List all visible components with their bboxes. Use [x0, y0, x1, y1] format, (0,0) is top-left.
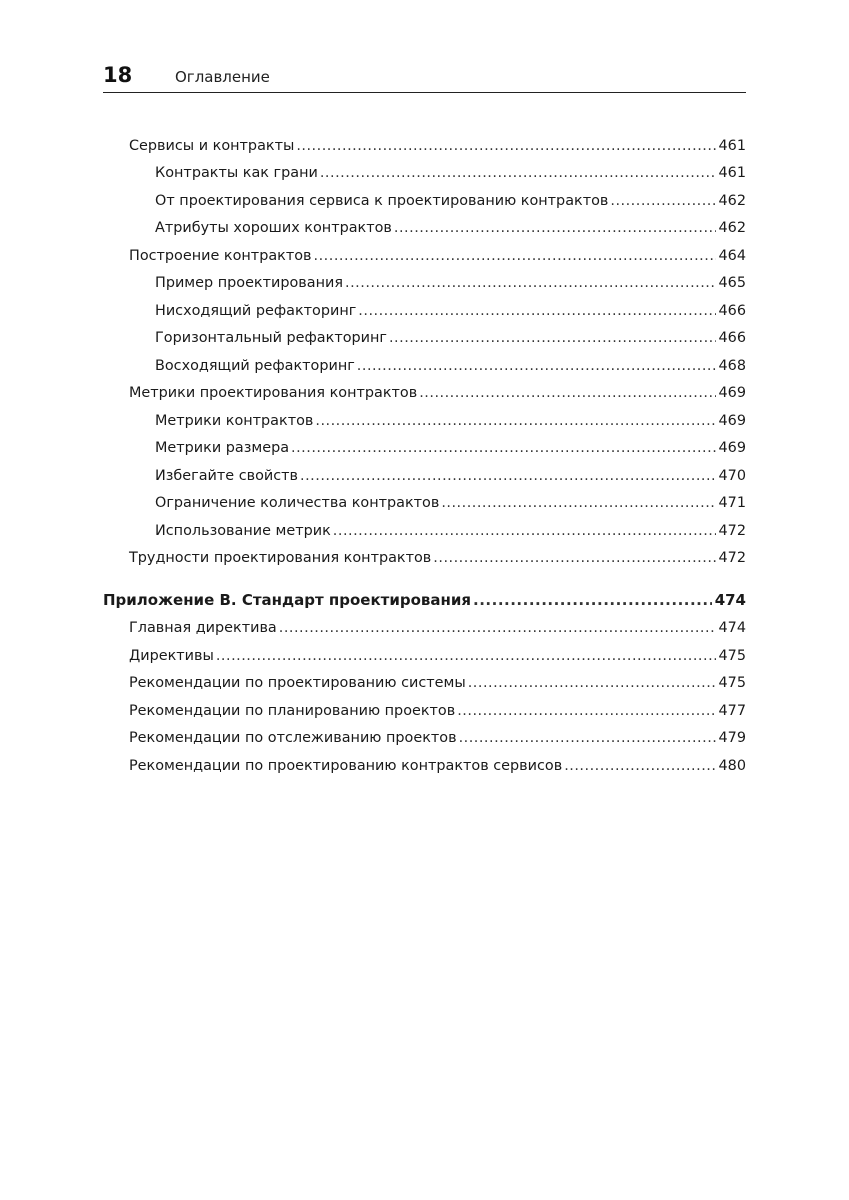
dot-leader: [333, 521, 716, 541]
toc-entry-avoid-properties[interactable]: [155, 466, 746, 486]
toc-entry-page: 472: [718, 550, 746, 566]
toc-entry-page: 469: [718, 413, 746, 429]
dot-leader: [441, 493, 715, 513]
dot-leader: [468, 673, 716, 693]
toc-entry-page: 465: [718, 275, 746, 291]
dot-leader: [389, 328, 716, 348]
toc-entry-title: Восходящий рефакторинг: [155, 358, 355, 374]
running-title: Оглавление: [175, 68, 270, 86]
toc-entry-system-design-guidelines[interactable]: [129, 673, 746, 693]
toc-entry-title: Горизонтальный рефакторинг: [155, 330, 387, 346]
dot-leader: [610, 191, 715, 211]
toc-entry-title: Метрики контрактов: [155, 413, 314, 429]
toc-entry-design-example[interactable]: [155, 273, 746, 293]
toc-entry-title: Пример проектирования: [155, 275, 344, 291]
toc-entry-title: Атрибуты хороших контрактов: [155, 220, 392, 236]
toc-entry-page: 464: [718, 248, 746, 264]
toc-entry-building-contracts[interactable]: [129, 246, 746, 266]
toc-entry-title: Рекомендации по проектированию системы: [129, 675, 466, 691]
toc-entry-page: 469: [718, 440, 746, 456]
toc-entry-page: 468: [718, 358, 746, 374]
toc-entry-appendix-b[interactable]: [103, 590, 746, 610]
toc-entry-title: Построение контрактов: [129, 248, 312, 264]
toc-entry-page: 466: [718, 330, 746, 346]
toc-entry-page: 471: [718, 495, 746, 511]
toc-entry-title: Избегайте свойств: [155, 468, 299, 484]
dot-leader: [279, 618, 716, 638]
dot-leader: [291, 438, 716, 458]
toc-entry-page: 466: [718, 303, 746, 319]
dot-leader: [357, 356, 716, 376]
toc-entry-title: Рекомендации по отслеживанию проектов: [129, 730, 457, 746]
toc-entry-title: Рекомендации по планированию проектов: [129, 703, 456, 719]
toc-entry-page: 469: [718, 385, 746, 401]
toc-entry-title: Метрики проектирования контрактов: [129, 385, 418, 401]
dot-leader: [419, 383, 715, 403]
toc-entry-prime-directive[interactable]: [129, 618, 746, 638]
dot-leader: [564, 756, 715, 776]
toc-entry-title: Ограничение количества контрактов: [155, 495, 440, 511]
toc-entry-page: 461: [718, 138, 746, 154]
toc-entry-page: 472: [718, 523, 746, 539]
dot-leader: [433, 548, 715, 568]
toc-entry-directives[interactable]: [129, 646, 746, 666]
toc-entry-services-and-contracts[interactable]: [129, 136, 746, 156]
toc-entry-using-metrics[interactable]: [155, 521, 746, 541]
dot-leader: [457, 701, 715, 721]
dot-leader: [320, 163, 716, 183]
toc-entry-page: 470: [718, 468, 746, 484]
toc-entry-limit-contract-count[interactable]: [155, 493, 746, 513]
dot-leader: [314, 246, 716, 266]
toc-entry-size-metrics[interactable]: [155, 438, 746, 458]
dot-leader: [216, 646, 716, 666]
toc-entry-project-tracking-guidelines[interactable]: [129, 728, 746, 748]
toc-entry-page: 462: [718, 220, 746, 236]
toc-entry-page: 461: [718, 165, 746, 181]
toc-entry-page: 480: [718, 758, 746, 774]
toc-entry-title: От проектирования сервиса к проектированию контрактов: [155, 193, 609, 209]
toc-entry-page: 474: [714, 591, 746, 609]
dot-leader: [473, 590, 712, 610]
toc-entry-page: 462: [718, 193, 746, 209]
toc-entry-title: Контракты как грани: [155, 165, 318, 181]
toc-entry-title: Трудности проектирования контрактов: [129, 550, 432, 566]
toc-entry-contracts-as-facets[interactable]: [155, 163, 746, 183]
dot-leader: [315, 411, 715, 431]
toc-entry-title: Использование метрик: [155, 523, 331, 539]
dot-leader: [345, 273, 716, 293]
dot-leader: [300, 466, 716, 486]
toc-entry-title: Метрики размера: [155, 440, 290, 456]
toc-entry-top-down-refactoring[interactable]: [155, 301, 746, 321]
toc-entry-page: 479: [718, 730, 746, 746]
toc-entry-title: Приложение В. Стандарт проектирования: [103, 591, 472, 609]
toc-entry-title: Сервисы и контракты: [129, 138, 295, 154]
toc-entry-project-planning-guidelines[interactable]: [129, 701, 746, 721]
toc-entry-horizontal-refactoring[interactable]: [155, 328, 746, 348]
page-number: 18: [103, 63, 133, 87]
toc-entry-page: 475: [718, 675, 746, 691]
toc-entry-service-contract-design-guidelines[interactable]: [129, 756, 746, 776]
toc-entry-page: 474: [718, 620, 746, 636]
toc-entry-page: 477: [718, 703, 746, 719]
dot-leader: [459, 728, 716, 748]
toc-entry-title: Главная директива: [129, 620, 277, 636]
dot-leader: [358, 301, 715, 321]
toc-entry-service-to-contract-design[interactable]: [155, 191, 746, 211]
toc-entry-title: Директивы: [129, 648, 214, 664]
dot-leader: [394, 218, 716, 238]
toc-entry-title: Нисходящий рефакторинг: [155, 303, 357, 319]
toc-entry-contract-design-difficulties[interactable]: [129, 548, 746, 568]
toc-entry-page: 475: [718, 648, 746, 664]
toc-entry-good-contract-attributes[interactable]: [155, 218, 746, 238]
toc-entry-contract-design-metrics[interactable]: [129, 383, 746, 403]
dot-leader: [296, 136, 715, 156]
toc-entry-contract-metrics[interactable]: [155, 411, 746, 431]
toc-entry-bottom-up-refactoring[interactable]: [155, 356, 746, 376]
toc-entry-title: Рекомендации по проектированию контрактов сервисов: [129, 758, 563, 774]
